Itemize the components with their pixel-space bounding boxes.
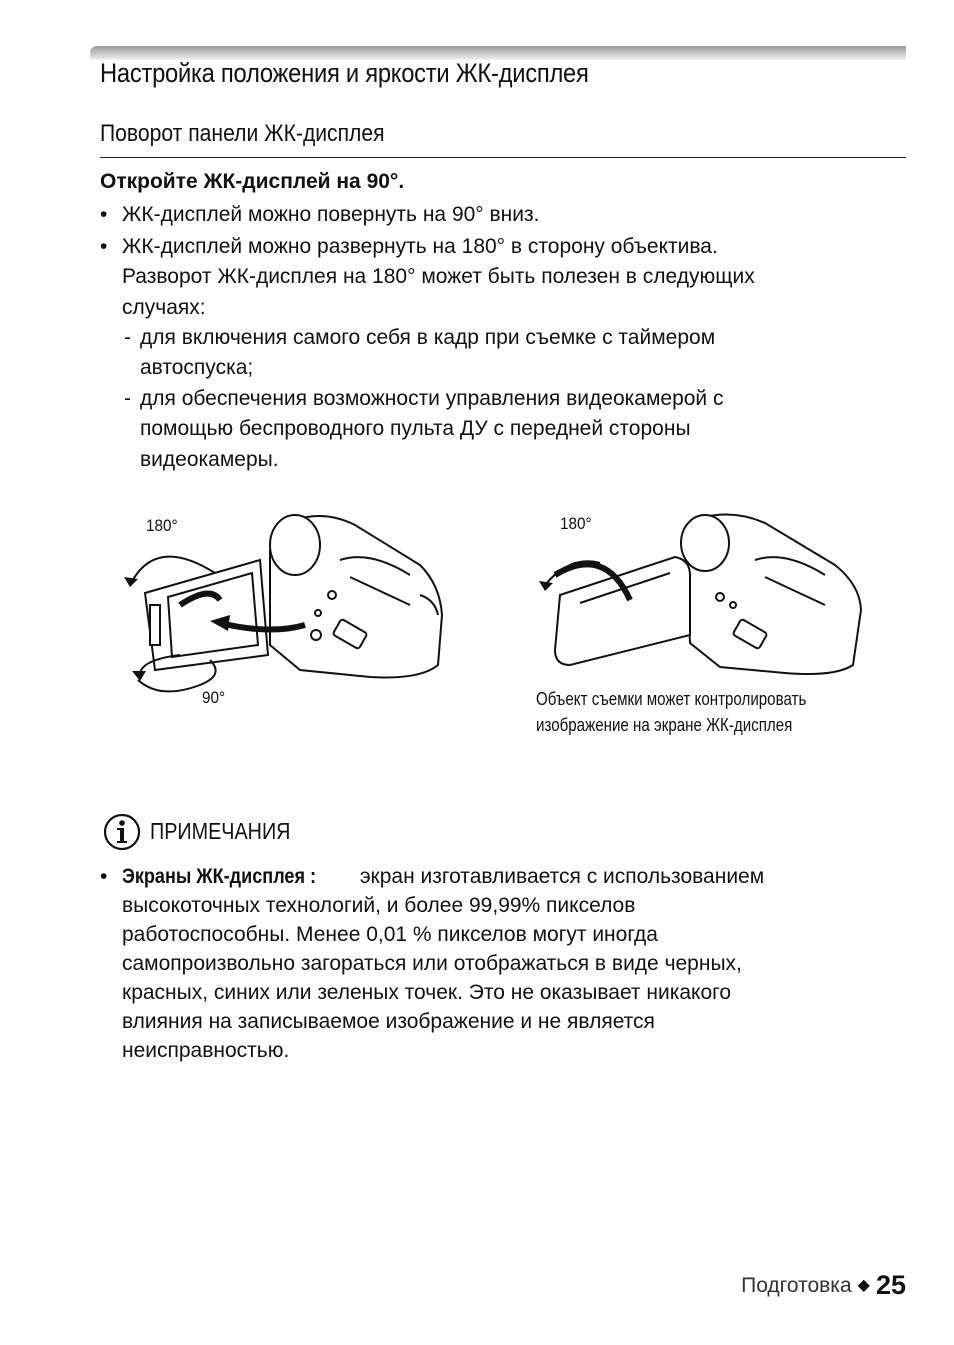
angle-label: 180° — [560, 514, 592, 533]
bullet-list — [100, 200, 906, 480]
notes-heading: ПРИМЕЧАНИЯ — [150, 818, 291, 844]
notes-list — [100, 862, 906, 1072]
angle-label: 180° — [146, 516, 178, 535]
dash-marker: - — [124, 326, 131, 349]
list-item: Разворот ЖК-дисплея на 180° может быть полезен в следующих — [122, 265, 755, 288]
sub-item: для включения самого себя в кадр при съемке с таймером — [140, 326, 716, 349]
footer-section: Подготовка — [741, 1274, 852, 1297]
page-title: Настройка положения и яркости ЖК-дисплея — [100, 58, 589, 88]
note-text: влияния на записываемое изображение и не является — [122, 1010, 655, 1033]
angle-label: 90° — [202, 688, 226, 707]
bullet-dot: • — [100, 865, 108, 888]
page-footer — [741, 1270, 906, 1301]
section-subtitle: Поворот панели ЖК-дисплея — [100, 120, 385, 147]
step-instruction: Откройте ЖК-дисплей на 90°. — [100, 170, 405, 193]
bullet-dot: • — [100, 235, 108, 258]
note-text: неисправностью. — [122, 1039, 290, 1062]
dash-marker: - — [124, 387, 131, 410]
note-text: экран изготавливается с использованием — [359, 865, 765, 888]
divider — [100, 157, 906, 158]
sub-item: помощью беспроводного пульта ДУ с передней стороны — [140, 417, 691, 440]
note-text: самопроизвольно загораться или отображаться в виде черных, — [122, 952, 742, 975]
list-item: случаях: — [122, 296, 206, 319]
list-item: ЖК-дисплей можно повернуть на 90° вниз. — [122, 203, 540, 226]
caption-line: изображение на экране ЖК-дисплея — [536, 715, 793, 735]
figure-caption — [536, 686, 806, 738]
sub-item: автоспуска; — [140, 356, 254, 379]
diamond-icon: ◆ — [857, 1277, 870, 1294]
bullet-dot: • — [100, 203, 108, 226]
sub-item: видеокамеры. — [140, 448, 279, 471]
page-number: 25 — [875, 1270, 906, 1300]
sub-item: для обеспечения возможности управления видеокамерой с — [140, 387, 724, 410]
note-term: Экраны ЖК-дисплея : — [122, 865, 317, 888]
camcorder-rotation-illustration — [120, 505, 460, 715]
info-icon — [102, 812, 142, 852]
note-text: работоспособны. Менее 0,01 % пикселов могут иногда — [122, 923, 658, 946]
note-text: высокоточных технологий, и более 99,99% пикселов — [122, 894, 636, 917]
note-first-line — [122, 862, 764, 891]
note-text: красных, синих или зеленых точек. Это не оказывает никакого — [122, 981, 732, 1004]
caption-line: Объект съемки может контролировать — [536, 689, 807, 709]
list-item: ЖК-дисплей можно развернуть на 180° в сторону объектива. — [122, 235, 718, 258]
